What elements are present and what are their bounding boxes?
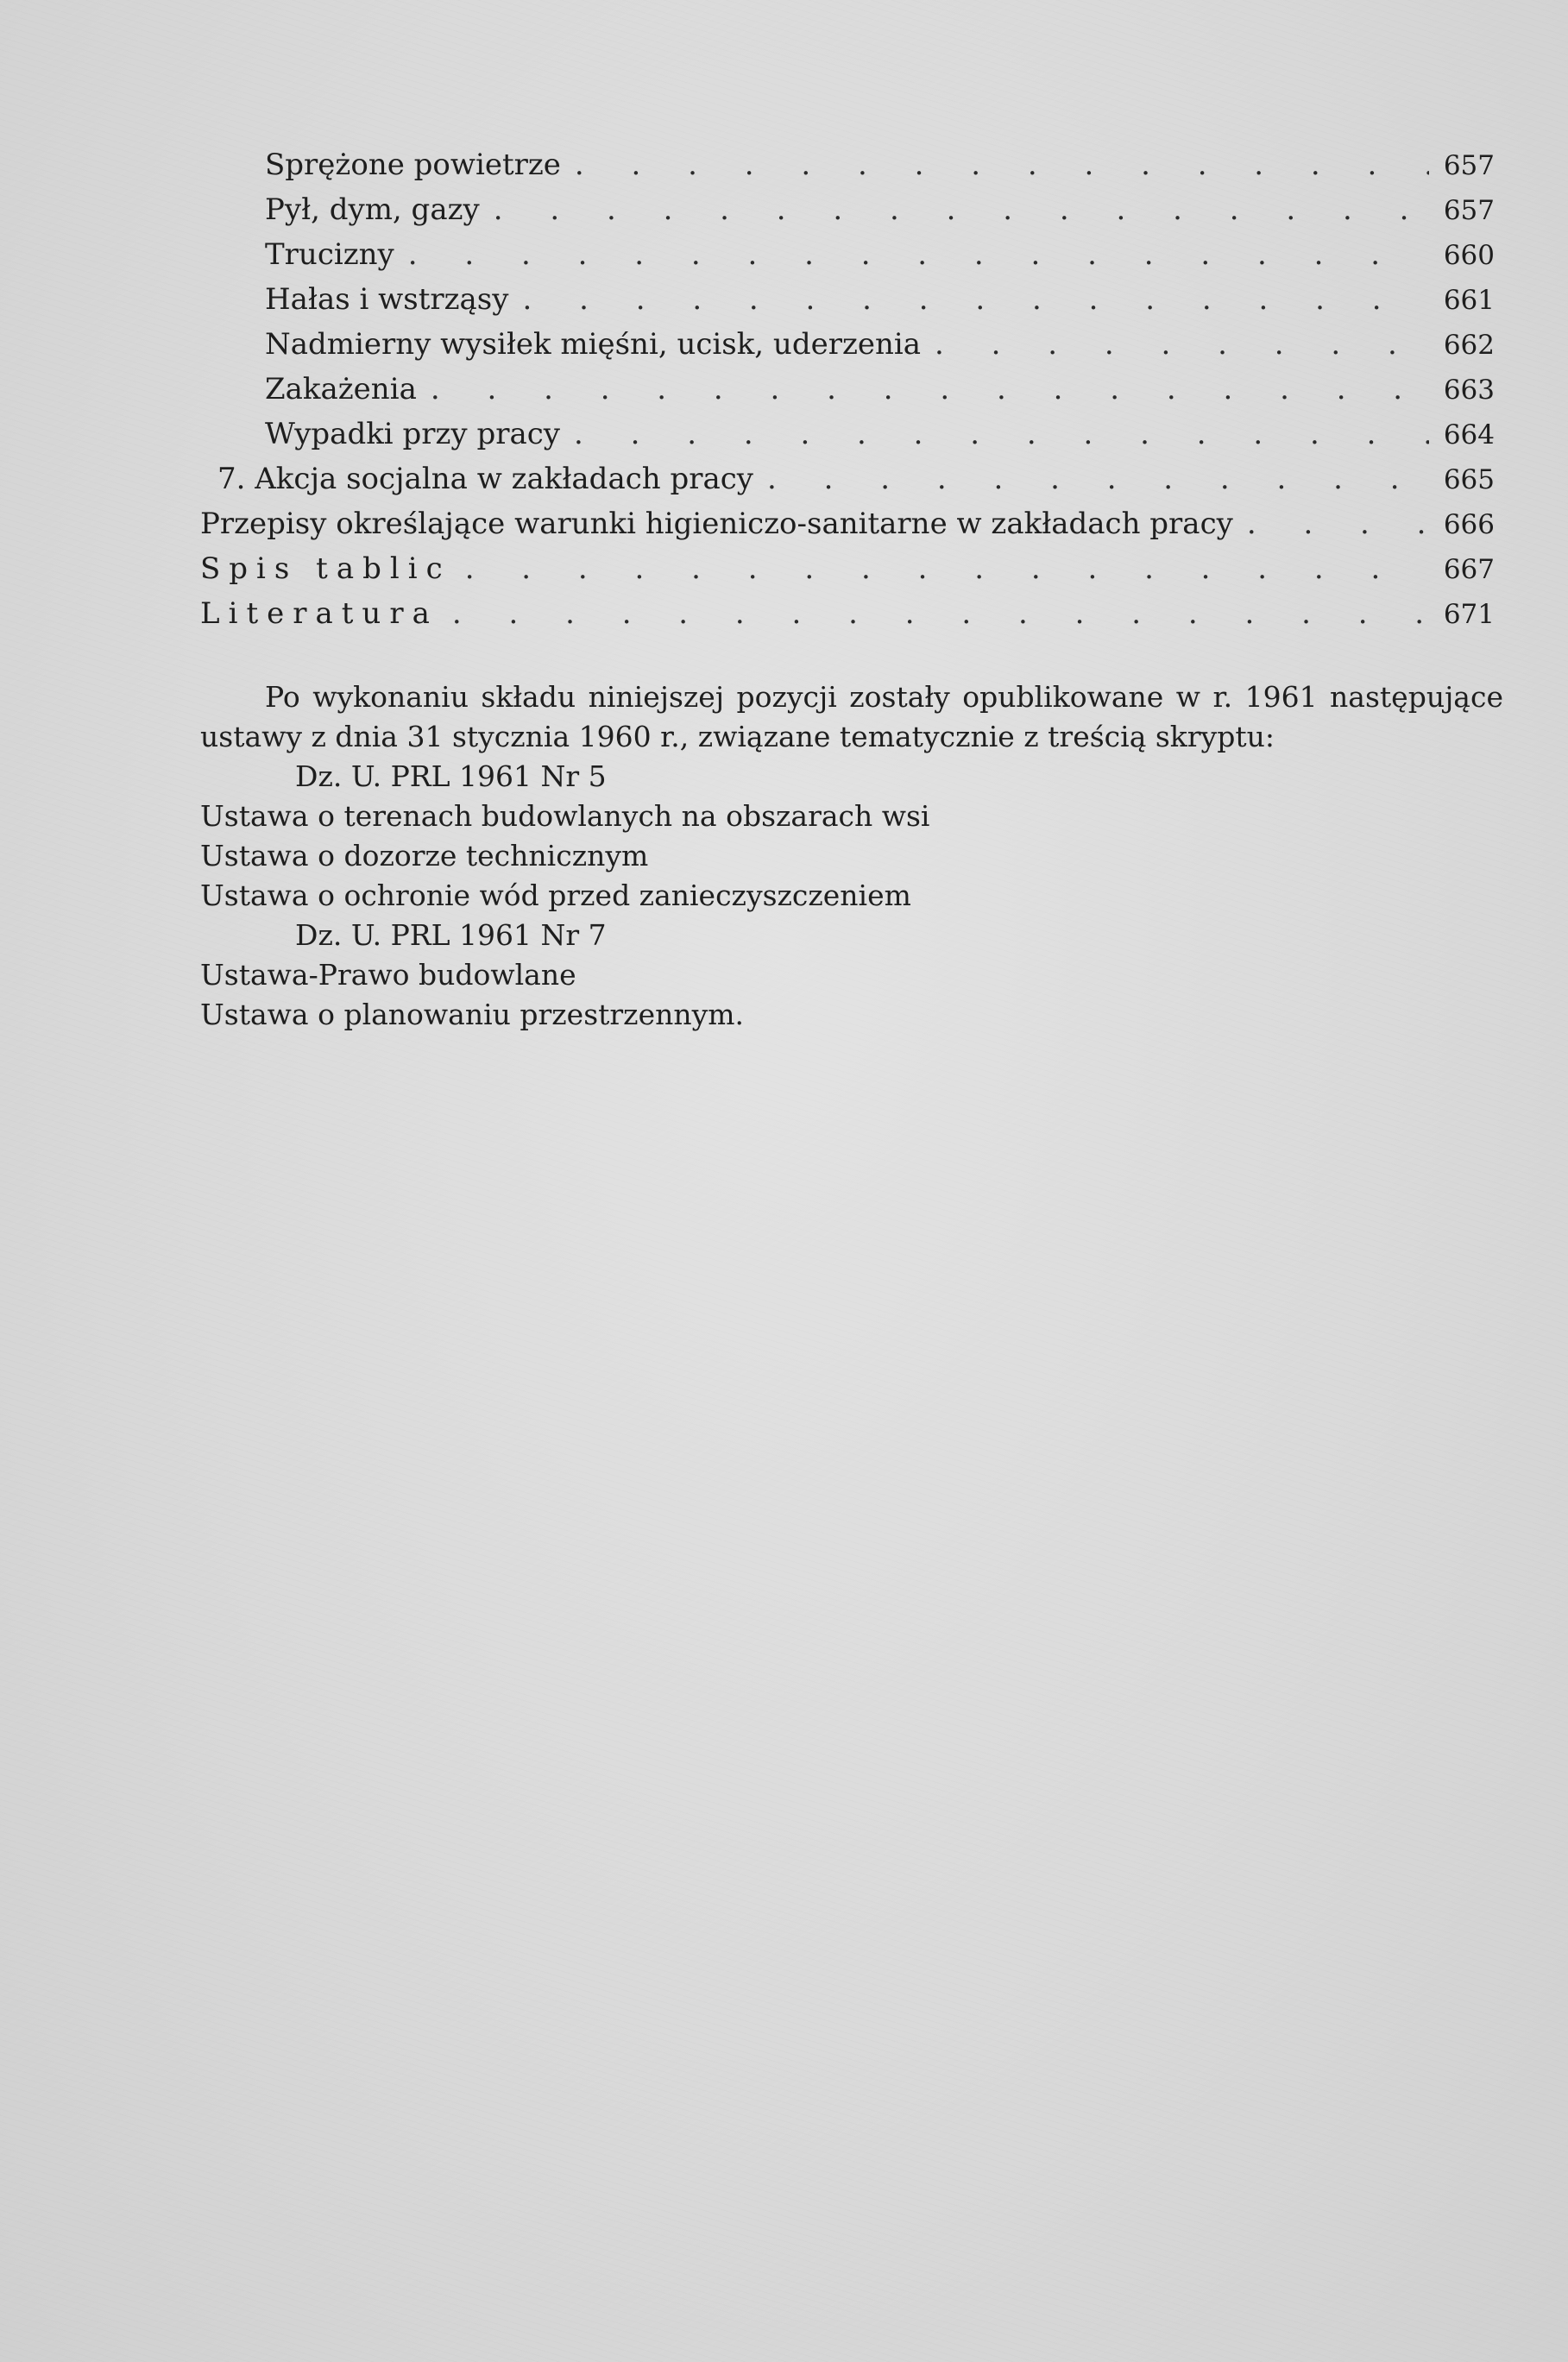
toc-entry-page: 660 bbox=[1443, 240, 1495, 271]
law-title: Ustawa o ochronie wód przed zanieczyszczeniem bbox=[200, 879, 911, 912]
toc-entry-title: Pył, dym, gazy bbox=[265, 192, 480, 227]
toc-entry-page: 667 bbox=[1443, 554, 1495, 585]
dot-leader bbox=[465, 546, 1429, 591]
dot-leader bbox=[431, 367, 1429, 412]
table-of-contents bbox=[200, 142, 1495, 636]
toc-entry-title: Przepisy określające warunki higieniczo-sanitarne w zakładach pracy bbox=[200, 507, 1233, 541]
toc-entry-halas-i-wstrzasy bbox=[200, 277, 1495, 322]
dot-leader bbox=[494, 187, 1429, 232]
toc-entry-trucizny bbox=[200, 232, 1495, 277]
toc-entry-title: 7. Akcja socjalna w zakładach pracy bbox=[217, 462, 753, 496]
dot-leader bbox=[408, 232, 1429, 277]
dot-leader bbox=[522, 277, 1429, 322]
dot-leader bbox=[767, 457, 1429, 501]
toc-entry-title: Nadmierny wysiłek mięśni, ucisk, uderzenia bbox=[265, 327, 922, 362]
law-title: Ustawa-Prawo budowlane bbox=[200, 958, 576, 992]
journal-reference: Dz. U. PRL 1961 Nr 7 bbox=[295, 918, 607, 952]
dot-leader bbox=[1247, 501, 1429, 546]
toc-entry-title: Hałas i wstrząsy bbox=[265, 282, 509, 317]
toc-entry-page: 661 bbox=[1443, 285, 1495, 316]
publication-note bbox=[200, 677, 1503, 1035]
toc-entry-nadmierny-wysilek bbox=[200, 322, 1495, 367]
toc-entry-przepisy bbox=[200, 501, 1495, 546]
toc-entry-wypadki-przy-pracy bbox=[200, 412, 1495, 457]
toc-entry-title: Sprężone powietrze bbox=[265, 148, 561, 182]
toc-entry-literatura bbox=[200, 591, 1495, 636]
toc-entry-zakazenia bbox=[200, 367, 1495, 412]
toc-entry-page: 662 bbox=[1443, 330, 1495, 361]
toc-entry-akcja-socjalna bbox=[200, 457, 1495, 501]
law-title: Ustawa o dozorze technicznym bbox=[200, 839, 649, 872]
toc-entry-page: 664 bbox=[1443, 419, 1495, 450]
note-paragraph: Po wykonaniu składu niniejszej pozycji zostały opublikowane w r. 1961 następujące ustawy z dnia 31 stycznia 1960 r., związane tematycznie z treścią skryptu: bbox=[200, 680, 1503, 753]
toc-entry-page: 666 bbox=[1443, 509, 1495, 540]
law-title: Ustawa o terenach budowlanych na obszarach wsi bbox=[200, 799, 930, 833]
toc-entry-page: 663 bbox=[1443, 375, 1495, 406]
toc-entry-pyl-dym-gazy bbox=[200, 187, 1495, 232]
dot-leader bbox=[452, 591, 1429, 636]
toc-entry-spis-tablic bbox=[200, 546, 1495, 591]
toc-entry-title: Trucizny bbox=[265, 237, 394, 272]
toc-entry-title: Wypadki przy pracy bbox=[265, 417, 560, 451]
toc-entry-page: 671 bbox=[1443, 599, 1495, 630]
toc-entry-page: 657 bbox=[1443, 150, 1495, 181]
toc-entry-page: 657 bbox=[1443, 195, 1495, 226]
toc-entry-sprezone-powietrze bbox=[200, 142, 1495, 187]
toc-entry-title: Zakażenia bbox=[265, 372, 417, 406]
dot-leader bbox=[575, 142, 1429, 187]
dot-leader bbox=[574, 412, 1429, 457]
toc-entry-title: Spis tablic bbox=[200, 551, 451, 586]
dot-leader bbox=[935, 322, 1429, 367]
toc-entry-page: 665 bbox=[1443, 464, 1495, 495]
toc-entry-title: Literatura bbox=[200, 596, 438, 631]
journal-reference: Dz. U. PRL 1961 Nr 5 bbox=[295, 759, 607, 793]
law-title: Ustawa o planowaniu przestrzennym. bbox=[200, 998, 745, 1031]
